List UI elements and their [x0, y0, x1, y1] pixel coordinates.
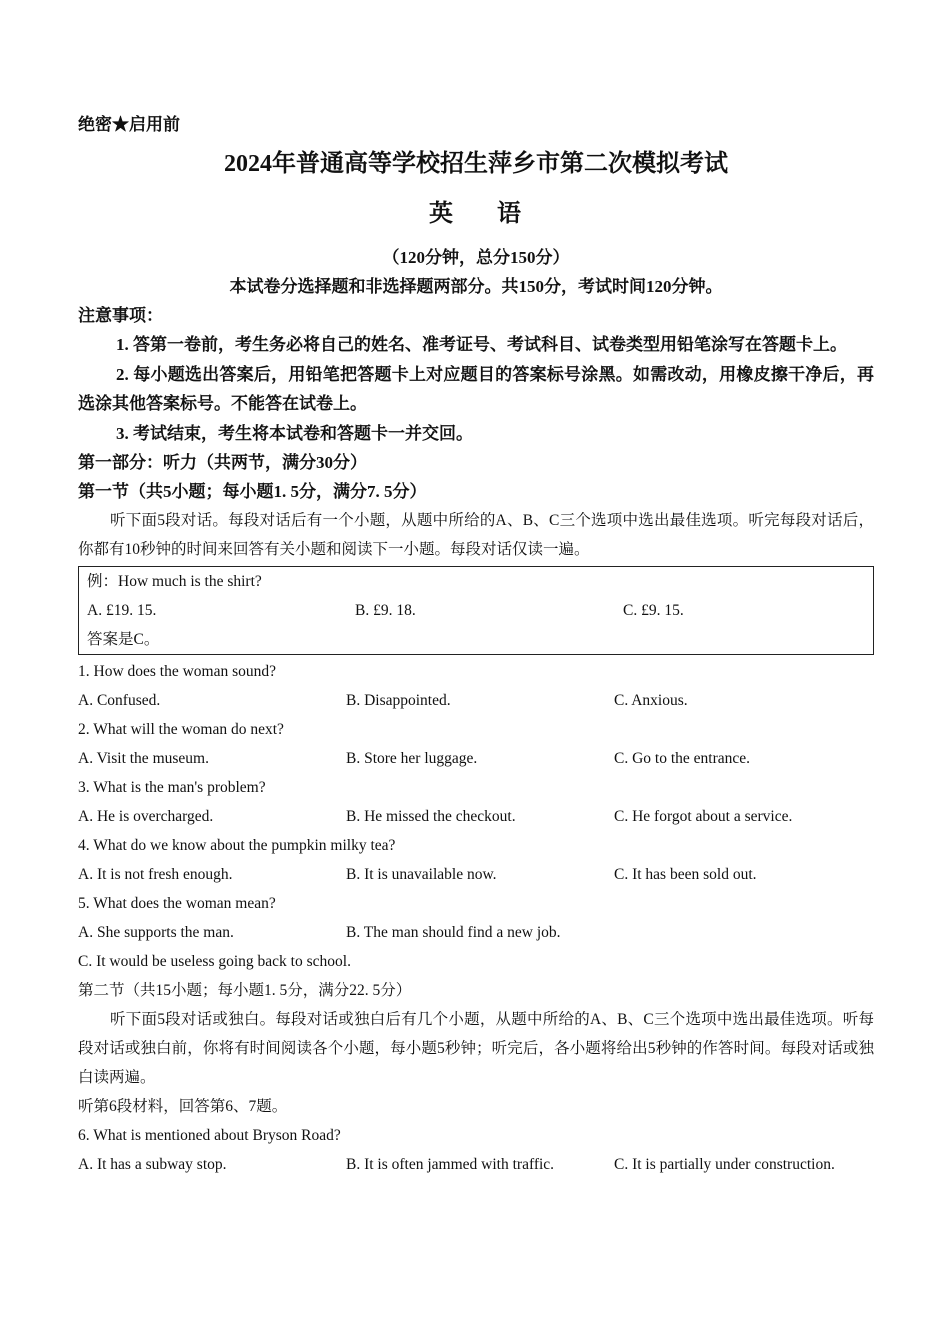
question-stem: 1. How does the woman sound? — [78, 663, 277, 680]
time-info: （120分钟，总分150分） — [382, 248, 570, 267]
question-options — [78, 918, 874, 947]
question-options — [78, 860, 874, 889]
example-box — [78, 566, 874, 655]
example-option-a: A. £19. 15. — [87, 602, 157, 619]
section2-heading: 第二节（共15小题；每小题1. 5分，满分22. 5分） — [78, 982, 412, 999]
notice-item-3: 3. 考试结束，考生将本试卷和答题卡一并交回。 — [116, 423, 473, 443]
option-a: A. It has a subway stop. — [78, 1156, 227, 1173]
exam-page — [78, 110, 874, 1179]
option-b: B. Store her luggage. — [346, 750, 478, 767]
example-options — [87, 596, 865, 625]
question-stem: 3. What is the man's problem? — [78, 779, 266, 796]
exam-title: 2024年普通高等学校招生萍乡市第二次模拟考试 — [224, 151, 728, 177]
subject-char-1: 英 — [429, 201, 455, 227]
option-b: B. He missed the checkout. — [346, 808, 516, 825]
option-a: A. She supports the man. — [78, 924, 234, 941]
option-b: B. It is often jammed with traffic. — [346, 1156, 555, 1173]
option-a: A. Visit the museum. — [78, 750, 209, 767]
question-stem: 4. What do we know about the pumpkin milky tea? — [78, 837, 396, 854]
example-option-c: C. £9. 15. — [623, 602, 684, 619]
question-stem: 2. What will the woman do next? — [78, 721, 284, 738]
question-options — [78, 1150, 874, 1179]
section1-heading: 第一节（共5小题；每小题1. 5分，满分7. 5分） — [78, 482, 427, 501]
option-c: C. He forgot about a service. — [614, 808, 793, 825]
example-question: 例：How much is the shirt? — [87, 573, 262, 590]
option-a: A. Confused. — [78, 692, 161, 709]
option-a: A. He is overcharged. — [78, 808, 214, 825]
part1-heading: 第一部分：听力（共两节，满分30分） — [78, 453, 367, 472]
option-b: B. Disappointed. — [346, 692, 451, 709]
material-note: 听第6段材料，回答第6、7题。 — [78, 1098, 288, 1115]
question-stem: 5. What does the woman mean? — [78, 895, 276, 912]
option-a: A. It is not fresh enough. — [78, 866, 233, 883]
option-c: C. It has been sold out. — [614, 866, 757, 883]
question-options — [78, 744, 874, 773]
notice-item-1: 1. 答第一卷前，考生务必将自己的姓名、准考证号、考试科目、试卷类型用铅笔涂写在答题卡上。 — [116, 335, 847, 354]
option-b: B. The man should find a new job. — [346, 924, 561, 941]
subject-char-2: 语 — [497, 201, 523, 227]
question-options — [78, 686, 874, 715]
option-c: C. It would be useless going back to school. — [78, 953, 351, 970]
example-option-b: B. £9. 18. — [355, 602, 416, 619]
subject-title — [78, 199, 874, 229]
option-c: C. Anxious. — [614, 692, 688, 709]
question-stem: 6. What is mentioned about Bryson Road? — [78, 1127, 341, 1144]
exam-intro: 本试卷分选择题和非选择题两部分。共150分，考试时间120分钟。 — [229, 277, 723, 296]
notice-heading: 注意事项： — [78, 306, 163, 325]
notice-item-2: 2. 每小题选出答案后，用铅笔把答题卡上对应题目的答案标号涂黑。如需改动，用橡皮擦干净后，再选涂其他答案标号。不能答在试卷上。 — [78, 364, 874, 413]
question-options — [78, 802, 874, 831]
section1-instructions: 听下面5段对话。每段对话后有一个小题，从题中所给的A、B、C三个选项中选出最佳选项。听完每段对话后，你都有10秒钟的时间来回答有关小题和阅读下一小题。每段对话仅读一遍。 — [78, 512, 874, 558]
example-answer: 答案是C。 — [87, 631, 160, 648]
confidential-label: 绝密★启用前 — [78, 115, 180, 134]
section2-instructions: 听下面5段对话或独白。每段对话或独白后有几个小题，从题中所给的A、B、C三个选项中选出最佳选项。听每段对话或独白前，你将有时间阅读各个小题，每小题5秒钟；听完后，各小题将给出5秒钟的作答时间。每段对话或独白读两遍。 — [78, 1011, 874, 1086]
option-c: C. Go to the entrance. — [614, 750, 751, 767]
option-b: B. It is unavailable now. — [346, 866, 497, 883]
option-c: C. It is partially under construction. — [614, 1156, 835, 1173]
